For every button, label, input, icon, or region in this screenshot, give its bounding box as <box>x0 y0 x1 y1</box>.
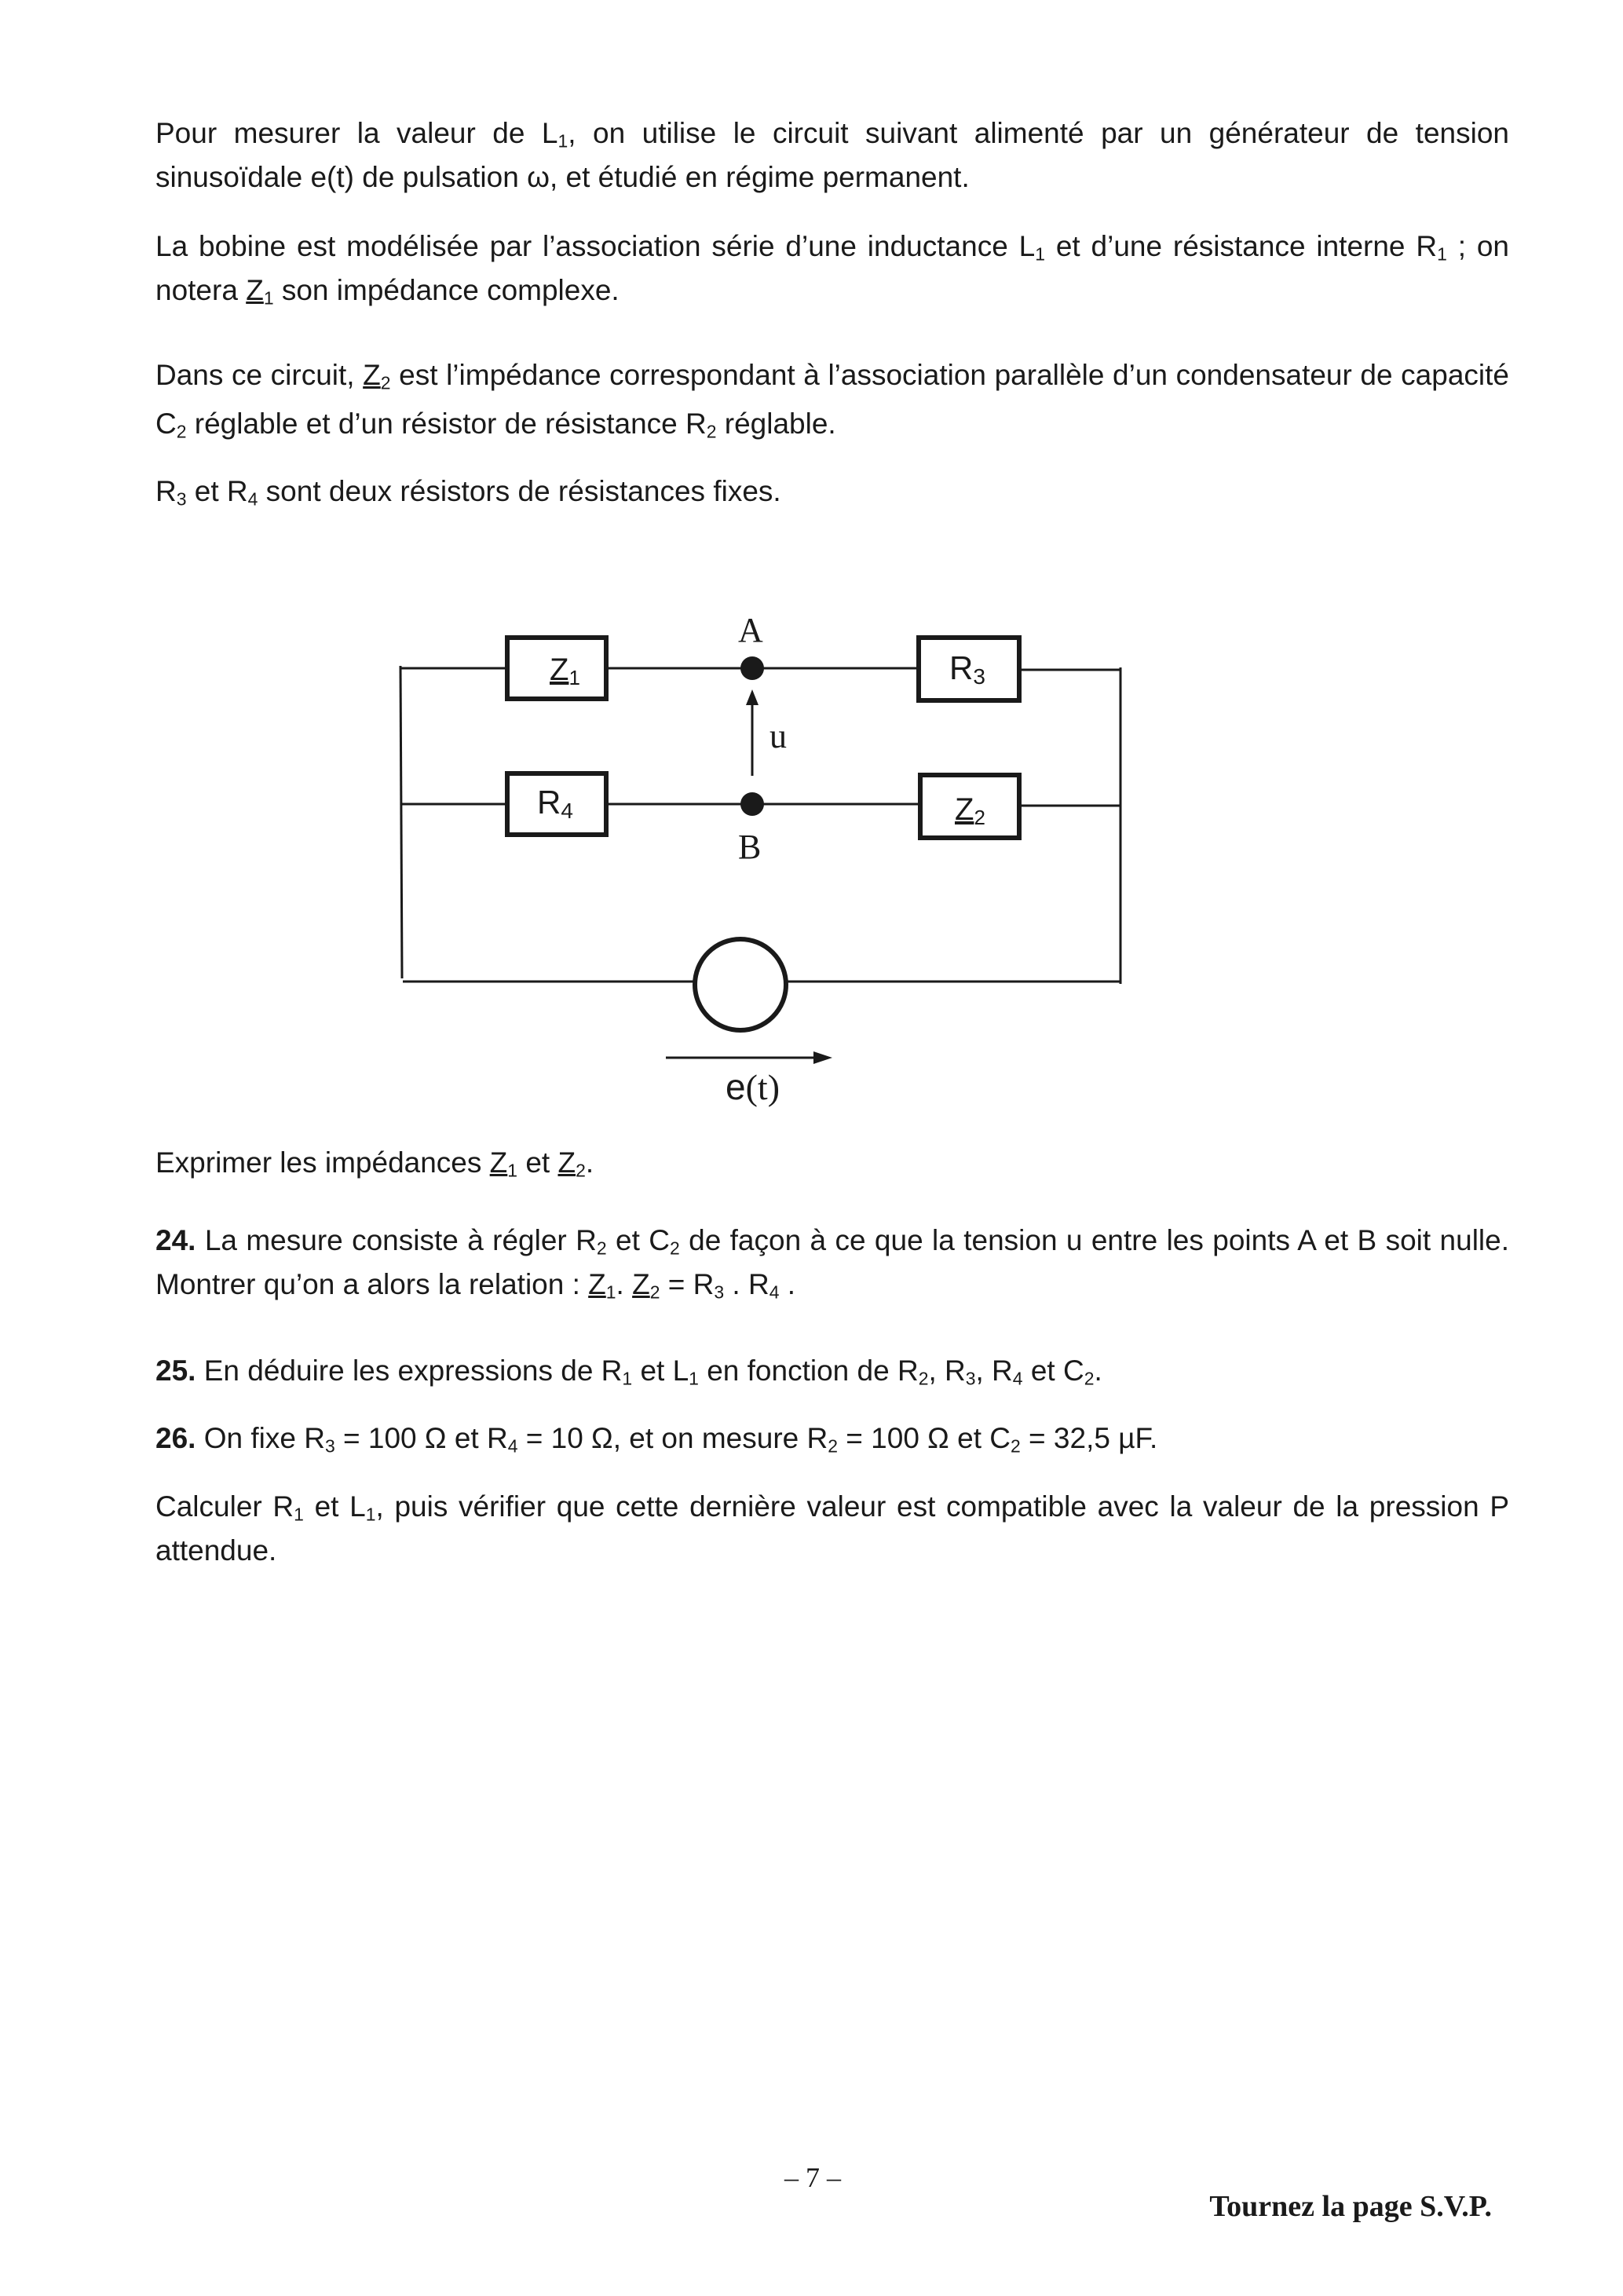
z1-label: Z1 <box>550 653 580 689</box>
fixed-resistors-paragraph: $R_3$ et $R_4$ sont deux résistors de résistances fixes. <box>155 475 781 510</box>
node-b-label: B <box>738 828 762 866</box>
turn-page-note: Tournez la page S.V.P. <box>1209 2190 1492 2223</box>
question-25: 25. En déduire les expressions de $R_1$ et $L_1$ en fonction de $R_2$, $R_3$, $R_4$ et $C_2$. <box>155 1355 1102 1389</box>
page-number: – 7 – <box>784 2162 841 2193</box>
coil-model-paragraph: La bobine est modélisée par l’association série d’une inductance $L_1$ et d’une résistance interne $R_1$ ; on notera $Z_1$ son impédance complexe. <box>155 230 1509 309</box>
voltage-u-arrow-head <box>746 689 758 705</box>
z2-definition-paragraph: Dans ce circuit, $Z_2$ est l’impédance correspondant à l’association parallèle d’un condensateur de capacité $C_2$ réglable et d’un résistor de résistance $R_2$ réglable. <box>155 359 1509 442</box>
z2-label: Z2 <box>955 792 985 829</box>
source-arrow-head <box>813 1051 832 1064</box>
r3-label: R3 <box>949 649 985 689</box>
node-a-label: A <box>738 611 763 649</box>
calculate-paragraph: Calculer $R_1$ et $L_1$, puis vérifier que cette dernière valeur est compatible avec la valeur de la pression P attendue. <box>155 1490 1510 1567</box>
sinusoidal-source-circle <box>695 939 786 1030</box>
voltage-u-label: u <box>769 717 787 755</box>
question-24: 24. La mesure consiste à régler $R_2$ et $C_2$ de façon à ce que la tension u entre les points A et B soit nulle. Montrer qu’on a alors la relation : $Z_1$. $Z_2 = R_3$ . $R_4$ . <box>155 1224 1510 1303</box>
node-a-dot <box>740 656 764 680</box>
express-impedances-paragraph: Exprimer les impédances $Z_1$ et $Z_2$. <box>155 1146 594 1181</box>
r4-label: R4 <box>537 784 573 823</box>
node-b-dot <box>740 792 764 816</box>
intro-paragraph: Pour mesurer la valeur de $L_1$, on utilise le circuit suivant alimenté par un générateur de tension sinusoïdale e(t) de pulsation ω, et étudié en régime permanent. <box>155 117 1509 193</box>
question-26: 26. On fixe $R_3 = 100$ Ω et $R_4 = 10$ Ω, et on mesure $R_2 = 100$ Ω et $C_2 = 32,5$ µF. <box>155 1422 1158 1457</box>
wire-left-vertical <box>400 666 402 978</box>
source-e-label: e(t) <box>726 1066 780 1107</box>
